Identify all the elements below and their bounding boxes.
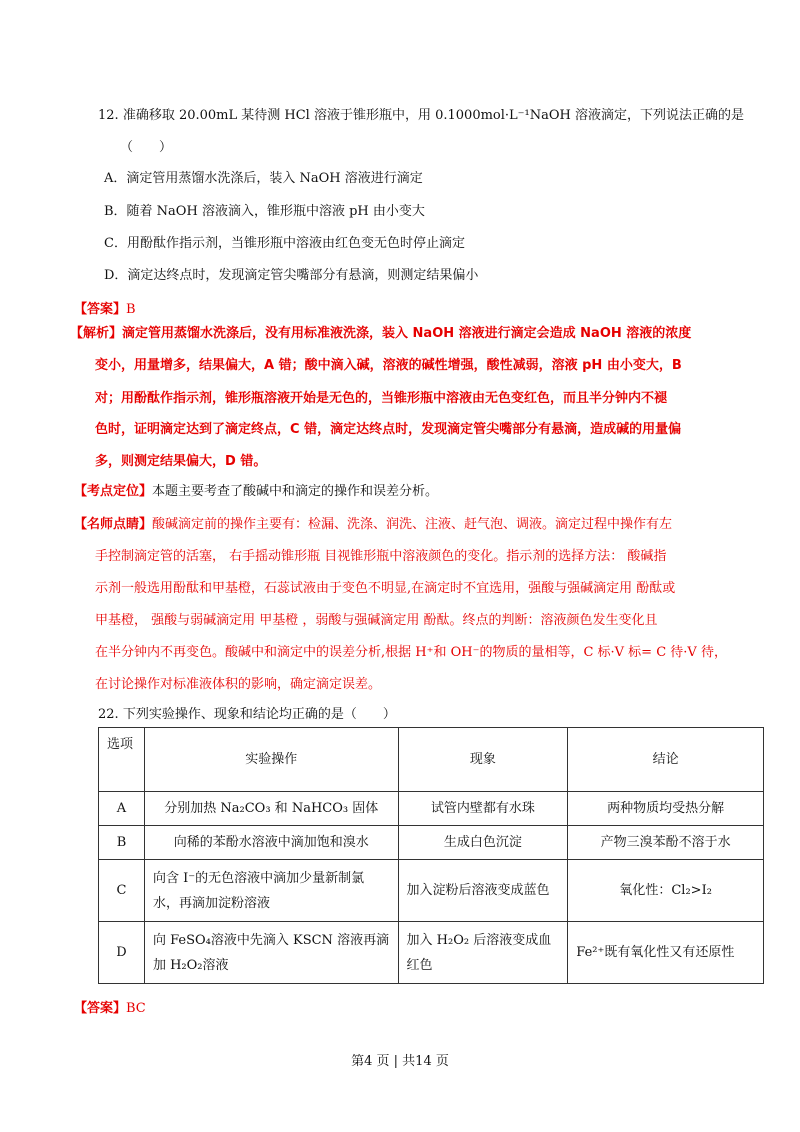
analysis-text-1: 滴定管用蒸馏水洗涤后，没有用标准液洗涤，装入 NaOH 溶液进行滴定会造成 NaOH 溶液的浓度 (122, 326, 692, 341)
q12-option-c: C．用酚酞作指示剂，当锥形瓶中溶液由红色变无色时停止滴定 (104, 236, 465, 251)
tip-line-3: 示剂一般选用酚酞和甲基橙，石蕊试液由于变色不明显,在滴定时不宜选用，强酸与强碱滴定用 酚酞或 (95, 581, 676, 596)
row-conclusion: 产物三溴苯酚不溶于水 (568, 826, 764, 860)
page-footer: 第4 页 | 共14 页 (351, 1054, 449, 1069)
table-row (99, 922, 764, 984)
row-operation: 分别加热 Na₂CO₃ 和 NaHCO₃ 固体 (144, 792, 398, 826)
answer-tag: 【答案】 (74, 302, 127, 317)
row-operation: 向稀的苯酚水溶液中滴加饱和溴水 (144, 826, 398, 860)
analysis-line-1 (70, 322, 691, 341)
row-conclusion: Fe²⁺既有氧化性又有还原性 (568, 922, 764, 984)
tip-tag: 【名师点睛】 (74, 517, 153, 532)
q12-option-d: D．滴定达终点时，发现滴定管尖嘴部分有悬滴，则测定结果偏小 (104, 268, 479, 283)
tip-text-1: 酸碱滴定前的操作主要有：检漏、洗涤、润洗、注液、赶气泡、调液。滴定过程中操作有左 (152, 517, 673, 532)
tip-line-2: 手控制滴定管的活塞， 右手摇动锥形瓶 目视锥形瓶中溶液颜色的变化。指示剂的选择方法： 酸碱指 (95, 549, 667, 564)
q12-number: 12. (98, 108, 119, 123)
header-conclusion: 结论 (568, 728, 764, 792)
row-phenomenon: 生成白色沉淀 (398, 826, 568, 860)
key-point-text: 本题主要考查了酸碱中和滴定的操作和误差分析。 (152, 484, 439, 499)
header-phenomenon: 现象 (398, 728, 568, 792)
experiment-table (98, 727, 764, 984)
q22-number: 22. (98, 707, 119, 722)
row-option: B (99, 826, 145, 860)
row-operation: 向 FeSO₄溶液中先滴入 KSCN 溶液再滴加 H₂O₂溶液 (144, 922, 398, 984)
row-phenomenon: 加入淀粉后溶液变成蓝色 (398, 860, 568, 922)
key-point-tag: 【考点定位】 (74, 484, 153, 499)
q12-option-a: A．滴定管用蒸馏水洗涤后，装入 NaOH 溶液进行滴定 (104, 171, 423, 186)
table-row (99, 826, 764, 860)
q12-option-b: B．随着 NaOH 溶液滴入，锥形瓶中溶液 pH 由小变大 (104, 204, 425, 219)
analysis-line-4: 色时，证明滴定达到了滴定终点，C 错，滴定达终点时，发现滴定管尖嘴部分有悬滴，造成碱的用量偏 (95, 422, 682, 437)
row-phenomenon: 试管内壁都有水珠 (398, 792, 568, 826)
analysis-tag: 【解析】 (70, 326, 123, 341)
tip-line-6: 在讨论操作对标准液体积的影响，确定滴定误差。 (95, 677, 382, 692)
q22-answer (74, 997, 146, 1016)
q22-answer-tag: 【答案】 (74, 1001, 127, 1016)
tip-line-1 (74, 513, 672, 532)
q12-answer (74, 298, 136, 317)
row-option: A (99, 792, 145, 826)
q12-stem (98, 104, 744, 123)
header-option: 选项 (99, 728, 145, 792)
q22-stem (98, 703, 396, 722)
row-conclusion: 氧化性：Cl₂>I₂ (568, 860, 764, 922)
analysis-line-2: 变小，用量增多，结果偏大，A 错；酸中滴入碱，溶液的碱性增强，酸性减弱，溶液 pH 由小变大，B (95, 358, 682, 373)
table-header-row (99, 728, 764, 792)
row-conclusion: 两种物质均受热分解 (568, 792, 764, 826)
q22-answer-value: BC (126, 1001, 146, 1016)
q22-stem-text: 下列实验操作、现象和结论均正确的是（ ） (122, 707, 396, 722)
answer-value: B (126, 302, 136, 317)
row-option: D (99, 922, 145, 984)
table-row (99, 860, 764, 922)
q12-paren: （ ） (120, 140, 173, 155)
q12-stem-text: 准确移取 20.00mL 某待测 HCl 溶液于锥形瓶中，用 0.1000mol·L⁻¹NaOH 溶液滴定，下列说法正确的是 (122, 108, 744, 123)
header-operation: 实验操作 (144, 728, 398, 792)
tip-line-4: 甲基橙， 强酸与弱碱滴定用 甲基橙 ，弱酸与强碱滴定用 酚酞。终点的判断：溶液颜色发生变化且 (95, 613, 658, 628)
analysis-line-3: 对；用酚酞作指示剂，锥形瓶溶液开始是无色的，当锥形瓶中溶液由无色变红色，而且半分钟内不褪 (95, 391, 668, 406)
row-option: C (99, 860, 145, 922)
key-point (74, 480, 438, 499)
tip-line-5: 在半分钟内不再变色。酸碱中和滴定中的误差分析,根据 H⁺和 OH⁻的物质的量相等，C 标·V 标= C 待·V 待， (95, 645, 727, 660)
row-operation: 向含 I⁻的无色溶液中滴加少量新制氯水，再滴加淀粉溶液 (144, 860, 398, 922)
analysis-line-5: 多，则测定结果偏大，D 错。 (95, 454, 267, 469)
table-row (99, 792, 764, 826)
row-phenomenon: 加入 H₂O₂ 后溶液变成血红色 (398, 922, 568, 984)
